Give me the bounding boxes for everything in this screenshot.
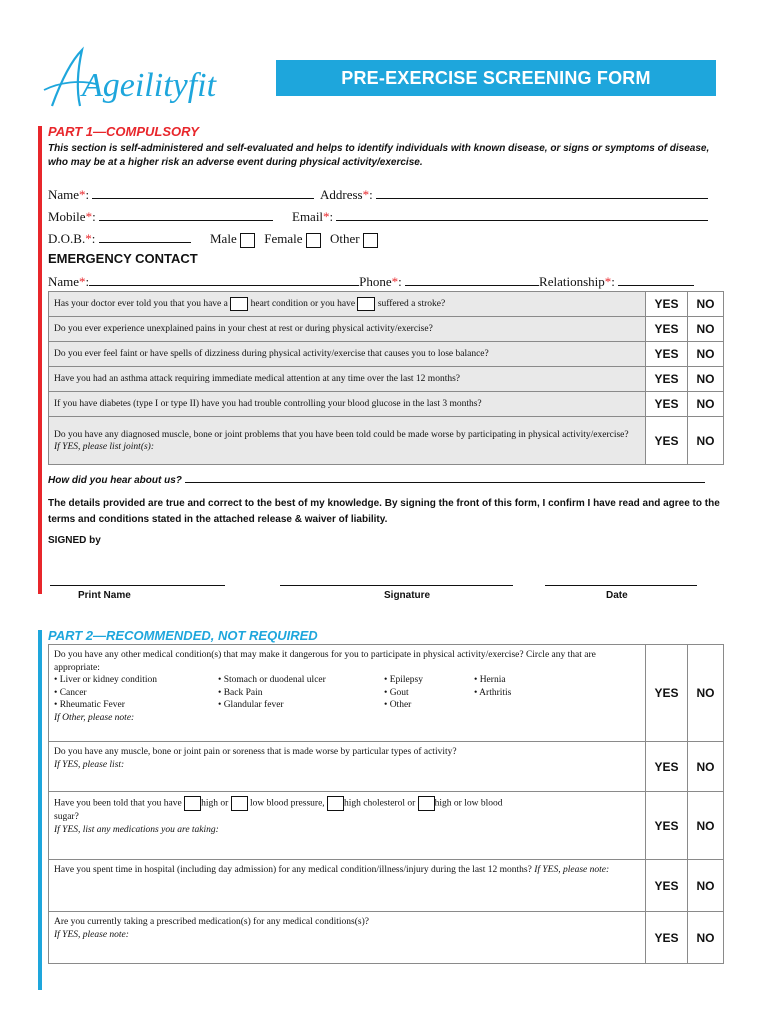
table-row: [49, 645, 724, 742]
dob-field[interactable]: [99, 232, 191, 243]
heart-condition-checkbox[interactable]: [230, 297, 248, 311]
condition-option[interactable]: • Other: [384, 700, 412, 710]
part1-question-table: [48, 291, 724, 465]
stroke-checkbox[interactable]: [357, 297, 375, 311]
print-name-label: Print Name: [78, 590, 131, 601]
table-row: [49, 292, 724, 317]
yes-option[interactable]: YES: [646, 792, 688, 860]
emergency-name-row: Name*: Phone*: Relationship*:: [48, 274, 694, 290]
table-row: [49, 317, 724, 342]
condition-option[interactable]: • Hernia: [474, 675, 506, 685]
condition-option[interactable]: • Back Pain: [218, 687, 263, 698]
other-condition-note: If Other, please note:: [54, 712, 135, 723]
yes-option[interactable]: YES: [646, 912, 688, 964]
brand-text: Ageilityfit: [82, 67, 217, 104]
print-name-line[interactable]: [50, 585, 225, 586]
address-row: Address*:: [320, 187, 708, 203]
yes-option[interactable]: YES: [646, 417, 688, 465]
blood-sugar-checkbox[interactable]: [418, 796, 435, 811]
question-cell: Do you have any muscle, bone or joint pain or soreness that is made worse by particular types of activity? If YES, please list:: [49, 742, 646, 792]
emergency-relationship-field[interactable]: [618, 275, 694, 286]
emergency-phone-field[interactable]: [405, 275, 539, 286]
yes-option[interactable]: YES: [646, 292, 688, 317]
low-blood-pressure-checkbox[interactable]: [231, 796, 248, 811]
question-cell: Do you have any diagnosed muscle, bone or joint problems that you have been told could be made worse by participating in physical activity/exercise? If YES, please list joint(s):: [49, 417, 646, 465]
name-field[interactable]: [92, 188, 314, 199]
no-option[interactable]: NO: [688, 742, 724, 792]
table-row: [49, 392, 724, 417]
other-gender-checkbox[interactable]: [363, 233, 378, 248]
condition-option[interactable]: • Cancer: [54, 687, 87, 698]
signature-label: Signature: [384, 590, 431, 601]
part1-intro: This section is self-administered and self-evaluated and helps to identify individuals with known disease, or signs or symptoms of disease, who may be at a higher risk an adverse event during physical activity/exercise.: [48, 143, 710, 168]
agelityfit-logo: [30, 44, 230, 124]
condition-option[interactable]: • Stomach or duodenal ulcer: [218, 675, 326, 685]
yes-option[interactable]: YES: [646, 392, 688, 417]
yes-option[interactable]: YES: [646, 742, 688, 792]
no-option[interactable]: NO: [688, 417, 724, 465]
yes-option[interactable]: YES: [646, 367, 688, 392]
no-option[interactable]: NO: [688, 645, 724, 742]
question-cell: Have you had an asthma attack requiring immediate medical attention at any time over the last 12 months?: [49, 367, 646, 392]
yes-option[interactable]: YES: [646, 860, 688, 912]
table-row: [49, 742, 724, 792]
no-option[interactable]: NO: [688, 292, 724, 317]
no-option[interactable]: NO: [688, 317, 724, 342]
table-row: [49, 912, 724, 964]
yes-option[interactable]: YES: [646, 342, 688, 367]
emergency-name-field[interactable]: [89, 275, 359, 286]
no-option[interactable]: NO: [688, 792, 724, 860]
part2-question-table: [48, 644, 724, 964]
part2-heading: PART 2—RECOMMENDED, NOT REQUIRED: [48, 628, 318, 643]
joint-list-note: If YES, please list joint(s):: [54, 441, 155, 452]
yes-option[interactable]: YES: [646, 645, 688, 742]
question-cell: Have you spent time in hospital (including day admission) for any medical condition/illness/injury during the last 12 months? If YES, please note:: [49, 860, 646, 912]
table-row: [49, 367, 724, 392]
male-checkbox[interactable]: [240, 233, 255, 248]
hear-about-row: How did you hear about us?: [48, 474, 705, 486]
condition-option[interactable]: • Glandular fever: [218, 700, 284, 710]
form-title: PRE-EXERCISE SCREENING FORM: [276, 60, 716, 96]
part1-heading: PART 1—COMPULSORY: [48, 124, 199, 139]
address-field[interactable]: [376, 188, 708, 199]
condition-option[interactable]: • Rheumatic Fever: [54, 700, 125, 710]
condition-option[interactable]: • Arthritis: [474, 687, 512, 698]
question-cell: Have you been told that you have high or low blood pressure, high cholesterol or high or low blood sugar? If YES, list any medications you are taking:: [49, 792, 646, 860]
question-cell: Has your doctor ever told you that you have a heart condition or you have suffered a stroke?: [49, 292, 646, 317]
table-row: [49, 792, 724, 860]
condition-option[interactable]: • Gout: [384, 687, 409, 698]
no-option[interactable]: NO: [688, 912, 724, 964]
high-blood-pressure-checkbox[interactable]: [184, 796, 201, 811]
mobile-field[interactable]: [99, 210, 273, 221]
date-line[interactable]: [545, 585, 697, 586]
female-checkbox[interactable]: [306, 233, 321, 248]
question-cell: Do you ever feel faint or have spells of dizziness during physical activity/exercise that causes you to lose balance?: [49, 342, 646, 367]
email-field[interactable]: [336, 210, 708, 221]
no-option[interactable]: NO: [688, 860, 724, 912]
table-row: [49, 342, 724, 367]
part2-accent-bar: [38, 630, 42, 990]
question-cell: Do you ever experience unexplained pains in your chest at rest or during physical activity/exercise?: [49, 317, 646, 342]
declaration-text: The details provided are true and correct to the best of my knowledge. By signing the front of this form, I confirm I have read and agree to the terms and conditions stated in the attached release & waiver of liability.: [48, 498, 720, 525]
gender-row: Male Female Other: [210, 231, 378, 248]
question-cell: If you have diabetes (type I or type II) have you had trouble controlling your blood glucose in the last 3 months?: [49, 392, 646, 417]
part1-accent-bar: [38, 126, 42, 594]
no-option[interactable]: NO: [688, 367, 724, 392]
table-row: [49, 417, 724, 465]
table-row: [49, 860, 724, 912]
question-cell: Do you have any other medical condition(s) that may make it dangerous for you to participate in physical activity/exercise? Circle any that are appropriate: • Liver or kidney condition • Cancer • Rheumatic Fever • Stomach or duodenal ulcer • Back Pain • Glandular fever • Epilepsy • Gout • Other • Hernia • Arthritis If Other, please note:: [49, 645, 646, 742]
condition-list: [54, 674, 640, 712]
signature-line[interactable]: [280, 585, 513, 586]
date-label: Date: [606, 590, 628, 601]
signed-by-label: SIGNED by: [48, 535, 101, 546]
email-row: Email*:: [292, 209, 708, 225]
name-row: Name*:: [48, 187, 314, 203]
high-cholesterol-checkbox[interactable]: [327, 796, 344, 811]
hear-about-field[interactable]: [185, 474, 705, 483]
no-option[interactable]: NO: [688, 392, 724, 417]
question-cell: Are you currently taking a prescribed medication(s) for any medical conditions(s)? If YES, please note:: [49, 912, 646, 964]
emergency-heading: EMERGENCY CONTACT: [48, 251, 198, 266]
no-option[interactable]: NO: [688, 342, 724, 367]
condition-option[interactable]: • Epilepsy: [384, 675, 423, 685]
yes-option[interactable]: YES: [646, 317, 688, 342]
condition-option[interactable]: • Liver or kidney condition: [54, 675, 158, 685]
dob-row: D.O.B.*:: [48, 231, 191, 247]
mobile-row: Mobile*:: [48, 209, 273, 225]
